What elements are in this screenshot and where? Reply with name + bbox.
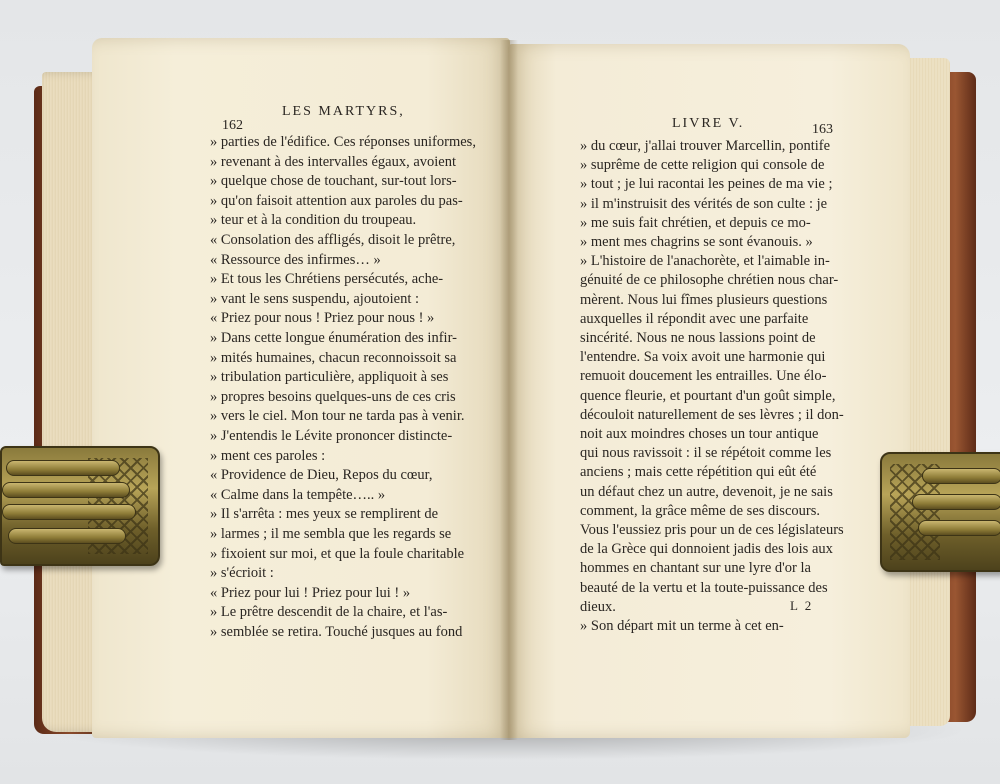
text-line: qui nous ravissoit : il se répétoit comme les xyxy=(580,445,832,462)
text-line: auxquelles il répondit avec une parfaite xyxy=(580,310,809,327)
text-line: » larmes ; il me sembla que les regards se xyxy=(210,526,452,542)
text-line: de la Grèce qui donnoient jadis des lois aux xyxy=(580,541,833,558)
text-line: » ment mes chagrins se sont évanouis. » xyxy=(580,234,813,250)
text-line: découloit naturellement de ses lèvres ; il don- xyxy=(580,406,844,423)
text-line: « Ressource des infirmes… » xyxy=(210,251,381,268)
left-running-header: LES MARTYRS, xyxy=(282,104,405,119)
text-line: comment, la grâce même de ses discours. xyxy=(580,502,820,519)
right-page-number: 163 xyxy=(812,122,833,137)
text-line: « Priez pour nous ! Priez pour nous ! » xyxy=(210,310,435,327)
text-line: » tribulation particulière, appliquoit à ses xyxy=(210,369,449,386)
text-line: » du cœur, j'allai trouver Marcellin, pontife xyxy=(580,138,831,154)
text-line: dieux. xyxy=(580,598,616,615)
holder-finger xyxy=(8,528,126,544)
text-line: » semblée se retira. Touché jusques au fond xyxy=(210,624,463,640)
text-line: » vers le ciel. Mon tour ne tarda pas à venir. xyxy=(210,408,465,425)
text-line: « Providence de Dieu, Repos du cœur, xyxy=(210,467,433,484)
holder-finger xyxy=(912,494,1000,510)
holder-finger xyxy=(918,520,1000,536)
text-line: hommes en chantant sur une lyre d'or la xyxy=(580,560,811,577)
holder-finger xyxy=(922,468,1000,484)
text-line: » J'entendis le Lévite prononcer distincte- xyxy=(210,428,453,444)
text-line: mèrent. Nous lui fîmes plusieurs questions xyxy=(580,291,828,308)
brass-page-holder-right xyxy=(880,452,1000,572)
brass-page-holder-left xyxy=(0,446,160,566)
text-line: quence fleurie, et pourtant d'un goût simple, xyxy=(580,387,836,404)
text-line: » revenant à des intervalles égaux, avoient xyxy=(210,153,456,170)
text-line: » vant le sens suspendu, ajoutoient : xyxy=(210,290,420,307)
text-line: » ment ces paroles : xyxy=(210,447,326,464)
text-line: » Son départ mit un terme à cet en- xyxy=(580,618,784,634)
text-line: » propres besoins quelques-uns de ces cris xyxy=(210,388,456,405)
text-line: » il m'instruisit des vérités de son culte : je xyxy=(580,195,828,212)
holder-finger xyxy=(6,460,120,476)
text-line: » quelque chose de touchant, sur-tout lors- xyxy=(210,173,457,190)
text-line: » fixoient sur moi, et que la foule charitable xyxy=(210,545,465,562)
text-line: » teur et à la condition du troupeau. xyxy=(210,212,417,229)
text-line: » suprême de cette religion qui console de xyxy=(580,157,825,174)
text-line: noit aux moindres choses un tour antique xyxy=(580,426,819,442)
text-line: » parties de l'édifice. Ces réponses uniformes, xyxy=(210,134,476,150)
text-line: « Priez pour lui ! Priez pour lui ! » xyxy=(210,584,411,601)
text-line: » Le prêtre descendit de la chaire, et l'as- xyxy=(210,604,448,621)
text-line: » Et tous les Chrétiens persécutés, ache- xyxy=(210,271,444,288)
text-line: » me suis fait chrétien, et depuis ce mo- xyxy=(580,214,811,231)
text-line: remuoit doucement les entrailles. Une élo- xyxy=(580,368,827,385)
text-line: sincérité. Nous ne nous lassions point de xyxy=(580,330,816,346)
text-line: » L'histoire de l'anachorète, et l'aimable in- xyxy=(580,253,830,270)
left-page-number: 162 xyxy=(222,118,243,133)
text-line: » Dans cette longue énumération des infir- xyxy=(210,330,457,346)
text-line: Vous l'eussiez pris pour un de ces législateurs xyxy=(580,522,844,538)
holder-finger xyxy=(2,504,136,520)
text-line: un défaut chez un autre, devenoit, je ne sais xyxy=(580,483,833,500)
text-line: anciens ; mais cette répétition qui eût été xyxy=(580,464,817,481)
text-line: l'entendre. Sa voix avoit une harmonie qui xyxy=(580,349,826,366)
text-line: « Calme dans la tempête….. » xyxy=(210,486,386,503)
text-line: » qu'on faisoit attention aux paroles du pas- xyxy=(210,192,463,209)
text-line: génuité de ce philosophe chrétien nous char- xyxy=(580,272,839,289)
text-line: » s'écrioit : xyxy=(210,565,274,582)
holder-finger xyxy=(2,482,130,498)
text-line: » tout ; je lui racontai les peines de ma vie ; xyxy=(580,176,833,193)
text-line: » mités humaines, chacun reconnoissoit sa xyxy=(210,349,457,366)
book-gutter xyxy=(500,40,518,740)
right-running-header: LIVRE V. xyxy=(672,116,745,131)
text-line: » Il s'arrêta : mes yeux se remplirent de xyxy=(210,506,439,523)
text-line: beauté de la vertu et la toute-puissance des xyxy=(580,579,828,596)
text-line: « Consolation des affligés, disoit le prêtre, xyxy=(210,232,456,248)
signature-mark: L 2 xyxy=(790,598,814,613)
